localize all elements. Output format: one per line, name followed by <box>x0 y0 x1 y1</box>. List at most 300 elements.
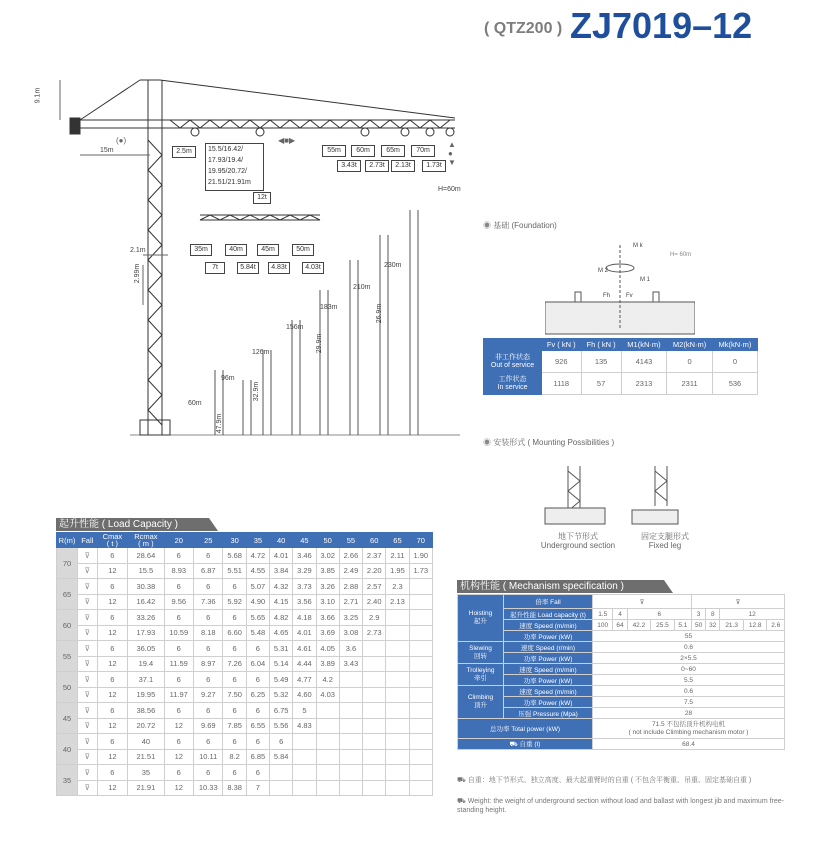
table-row <box>57 625 433 641</box>
mech-cell: 68.4 <box>593 739 785 750</box>
lc-cell: 5.49 <box>270 672 293 688</box>
lc-cell: 2.40 <box>363 594 386 610</box>
foundation-cell: 926 <box>542 351 582 373</box>
lc-cell <box>363 656 386 672</box>
fall-hook-icon: ⊽ <box>78 548 98 564</box>
lc-cell <box>386 625 409 641</box>
model-title: ZJ7019–12 <box>570 5 753 46</box>
slewing-label: Slewing 回转 <box>458 642 504 664</box>
lc-cell: 4.01 <box>270 548 293 564</box>
lc-cell: 12 <box>97 563 128 579</box>
fall-6-icon: ⊽ <box>593 595 692 609</box>
lc-cell: 3.02 <box>316 548 339 564</box>
slew-speed-label: 速度 Speed (r/min) <box>504 642 593 653</box>
foundation-head-5: Mk(kN·m) <box>712 339 757 351</box>
lc-cell: 6 <box>164 548 193 564</box>
fall-hook-icon: ⊽ <box>78 765 98 781</box>
lc-cell: 5.65 <box>246 610 269 626</box>
lc-cell: 3.66 <box>316 610 339 626</box>
lc-head-cell: 45 <box>293 533 316 548</box>
crane-height-label: 9.1m <box>34 87 42 104</box>
lc-cell: 4.90 <box>246 594 269 610</box>
lc-head-cell: 50 <box>316 533 339 548</box>
lc-head-cell: 35 <box>246 533 269 548</box>
lc-cell: 3.10 <box>316 594 339 610</box>
lc-cell: 6 <box>194 765 223 781</box>
lc-cell <box>386 672 409 688</box>
foundation-cell: 57 <box>581 373 621 395</box>
hoist-power-label: 功率 Power (kW) <box>504 631 593 642</box>
radius-box-55: 55m <box>322 145 346 157</box>
lc-cell: 6 <box>194 703 223 719</box>
table-row <box>57 610 433 626</box>
lc-cell <box>409 687 432 703</box>
small-load-50: 4.03t <box>302 262 324 274</box>
lc-cell: 2.11 <box>386 548 409 564</box>
lc-cell: 4.18 <box>293 610 316 626</box>
lc-cell: 6 <box>194 610 223 626</box>
table-row <box>57 641 433 657</box>
lc-cell <box>386 780 409 796</box>
note-en: ⛟ Weight: the weight of underground section without load and ballast with longest jib and maximum free-standing height. <box>457 798 784 814</box>
lc-cell <box>363 641 386 657</box>
small-jib-45: 45m <box>257 244 279 256</box>
lc-cell <box>409 641 432 657</box>
lc-cell <box>270 780 293 796</box>
mech-cell: 12.8 <box>743 620 767 631</box>
in-service-label: 工作状态 In service <box>484 373 542 395</box>
lc-cell: 6 <box>164 765 193 781</box>
lc-cell: 12 <box>97 718 128 734</box>
fall-hook-icon: ⊽ <box>78 656 98 672</box>
table-row <box>57 734 433 750</box>
lc-cell <box>386 610 409 626</box>
lc-cell: 2.66 <box>339 548 362 564</box>
lc-cell: 4.55 <box>246 563 269 579</box>
lc-cell: 3.6 <box>339 641 362 657</box>
lc-cell: 5.32 <box>270 687 293 703</box>
lc-cell: 2.49 <box>339 563 362 579</box>
lc-cell <box>293 780 316 796</box>
lc-cell <box>339 734 362 750</box>
lc-cell: 6 <box>97 641 128 657</box>
lc-cell: 6 <box>97 610 128 626</box>
mech-cell: 0.6 <box>593 642 785 653</box>
lc-cell: 5.51 <box>223 563 246 579</box>
load-list-box: 15.5/16.42/ 17.93/19.4/ 19.95/20.72/ 21.51/21.91m <box>205 143 264 191</box>
lc-cell: 8.18 <box>194 625 223 641</box>
lc-cell: 7.26 <box>223 656 246 672</box>
trolley-icon: (●) <box>116 136 127 145</box>
lc-cell: 6 <box>97 765 128 781</box>
underground-caption: 地下节形式 Underground section <box>540 532 616 550</box>
lc-cell: 4.05 <box>316 641 339 657</box>
lc-cell: 4.61 <box>293 641 316 657</box>
lc-cell: 12 <box>97 749 128 765</box>
fall-hook-icon: ⊽ <box>78 641 98 657</box>
lc-cell <box>409 625 432 641</box>
lc-cell: 30.38 <box>128 579 164 595</box>
lc-cell <box>386 687 409 703</box>
hoisting-label: Hoisting 起升 <box>458 595 504 642</box>
mech-cell: 28 <box>593 708 785 719</box>
mech-cell: 12 <box>720 609 785 620</box>
lc-cell: 4.01 <box>293 625 316 641</box>
lc-cell: 20.72 <box>128 718 164 734</box>
lc-cell: 11.59 <box>164 656 193 672</box>
lc-cell: 7.50 <box>223 687 246 703</box>
lc-cell: 16.42 <box>128 594 164 610</box>
mk-label: M k <box>633 243 643 249</box>
lc-cell: 40 <box>128 734 164 750</box>
lc-cell: 38.56 <box>128 703 164 719</box>
foundation-table <box>483 338 758 395</box>
lc-head-cell: 30 <box>223 533 246 548</box>
section-47-label: 47.9m <box>216 413 224 434</box>
climb-pressure-label: 压强 Pressure (Mpa) <box>504 708 593 719</box>
lc-head-cell: 55 <box>339 533 362 548</box>
lc-head-cell: Cmax ( t ) <box>97 533 128 548</box>
mech-cell: 32 <box>706 620 720 631</box>
lc-cell <box>339 718 362 734</box>
lc-cell: 6.04 <box>246 656 269 672</box>
lc-cell: 6 <box>223 703 246 719</box>
lc-cell <box>339 765 362 781</box>
lc-cell: 5 <box>293 703 316 719</box>
lc-cell: 6 <box>194 672 223 688</box>
lc-cell <box>386 703 409 719</box>
lc-cell: 3.89 <box>316 656 339 672</box>
radius-load-65: 2.13t <box>391 160 415 172</box>
lc-cell: 15.5 <box>128 563 164 579</box>
small-jib-40: 40m <box>225 244 247 256</box>
lc-cell: 2.20 <box>363 563 386 579</box>
lc-cell: 4.03 <box>316 687 339 703</box>
lc-cell: 8.97 <box>194 656 223 672</box>
lc-cell: 9.69 <box>194 718 223 734</box>
lc-cell <box>386 749 409 765</box>
load-cap-label: 起升性能 Load capacity (t) <box>504 609 593 620</box>
foundation-cell: 0 <box>667 351 713 373</box>
trolleying-label: Trolleying 牵引 <box>458 664 504 686</box>
lc-cell: 36.05 <box>128 641 164 657</box>
self-weight-label: ⛟ 自重 (t) <box>458 739 593 750</box>
lc-cell: 6 <box>164 610 193 626</box>
lc-cell <box>339 703 362 719</box>
lc-cell: 6 <box>164 579 193 595</box>
lc-cell: 1.90 <box>409 548 432 564</box>
lc-cell <box>386 718 409 734</box>
lc-cell: 12 <box>97 625 128 641</box>
fall-label: 倍率 Fall <box>504 595 593 609</box>
radius-load-55: 3.43t <box>337 160 361 172</box>
fall-hook-icon: ⊽ <box>78 780 98 796</box>
lc-cell: 5.31 <box>270 641 293 657</box>
lc-cell: 6 <box>246 765 269 781</box>
lc-cell <box>409 780 432 796</box>
lc-head-cell: Rcmax ( m ) <box>128 533 164 548</box>
lc-cell <box>409 579 432 595</box>
trol-power-label: 功率 Power (kW) <box>504 675 593 686</box>
table-row <box>57 548 433 564</box>
fh-label: Fh <box>603 293 611 299</box>
mech-cell: 50 <box>692 620 706 631</box>
lc-cell: 6.87 <box>194 563 223 579</box>
lc-cell: 6 <box>97 548 128 564</box>
foundation-label: ◉ 基础 (Foundation) <box>483 221 557 230</box>
lc-cell: 6 <box>270 734 293 750</box>
lc-cell: 4.15 <box>270 594 293 610</box>
table-row <box>57 765 433 781</box>
table-row <box>57 656 433 672</box>
lc-cell: 4.2 <box>316 672 339 688</box>
hoist-speed-label: 速度 Speed (m/min) <box>504 620 593 631</box>
lc-cell <box>293 734 316 750</box>
table-row <box>57 672 433 688</box>
lc-cell: 3.43 <box>339 656 362 672</box>
lc-cell: 6 <box>223 579 246 595</box>
fv-label: Fv <box>626 293 633 299</box>
lc-cell <box>409 594 432 610</box>
lc-cell: 19.4 <box>128 656 164 672</box>
lc-cell: 6 <box>246 734 269 750</box>
mech-cell: 21.3 <box>720 620 744 631</box>
weight-icon: ⛟ <box>457 798 468 805</box>
radius-cell: 35 <box>57 765 78 796</box>
mech-cell: 3 <box>692 609 706 620</box>
lc-cell: 6 <box>246 672 269 688</box>
lc-cell <box>409 703 432 719</box>
mech-cell: 55 <box>593 631 785 642</box>
lc-cell: 21.51 <box>128 749 164 765</box>
table-row <box>57 703 433 719</box>
mech-cell: 2.6 <box>767 620 785 631</box>
foundation-head-4: M2(kN·m) <box>667 339 713 351</box>
lc-cell: 12 <box>97 656 128 672</box>
lc-cell: 4.82 <box>270 610 293 626</box>
mech-cell: 1.5 <box>593 609 613 620</box>
lc-cell: 6.75 <box>270 703 293 719</box>
lc-cell: 10.11 <box>194 749 223 765</box>
lc-cell: 6 <box>246 641 269 657</box>
tip-load-box: 2.5m <box>172 146 196 158</box>
note-cn: ⛟ 自重：地下节形式、独立高度、最大起重臂时的自重 ( 不包含平衡重、吊重、固定基础自重 ) <box>457 777 752 784</box>
load-capacity-header: 起升性能 ( Load Capacity ) <box>56 518 209 531</box>
lc-cell: 37.1 <box>128 672 164 688</box>
lc-cell: 3.85 <box>316 563 339 579</box>
weight-icon: ⛟ <box>457 777 468 784</box>
lc-cell <box>363 672 386 688</box>
lc-cell: 10.59 <box>164 625 193 641</box>
radius-load-60: 2.73t <box>365 160 389 172</box>
mounting-diagram <box>540 466 680 530</box>
radius-load-70: 1.73t <box>422 160 446 172</box>
lc-cell: 6 <box>223 734 246 750</box>
radius-cell: 70 <box>57 548 78 579</box>
height-96: 96m <box>221 375 235 382</box>
lc-cell <box>293 765 316 781</box>
radius-box-65: 65m <box>381 145 405 157</box>
fall-hook-icon: ⊽ <box>78 687 98 703</box>
lc-cell: 7.85 <box>223 718 246 734</box>
table-row <box>57 563 433 579</box>
foundation-head-2: Fh ( kN ) <box>581 339 621 351</box>
mech-cell: 0~60 <box>593 664 785 675</box>
lc-cell <box>363 749 386 765</box>
lc-cell: 2.88 <box>339 579 362 595</box>
lc-cell: 6 <box>97 703 128 719</box>
mechanism-table <box>457 594 785 750</box>
section-26-label: 26.9m <box>376 303 384 324</box>
lc-cell: 1.73 <box>409 563 432 579</box>
climb-power-label: 功率 Power (kW) <box>504 697 593 708</box>
table-row <box>57 749 433 765</box>
lc-cell <box>363 765 386 781</box>
lc-cell: 3.73 <box>293 579 316 595</box>
h60-note: H= 60m <box>670 252 692 258</box>
slew-power-label: 功率 Power (kW) <box>504 653 593 664</box>
mast-width-label: 2.1m <box>130 247 146 254</box>
lc-cell: 4.83 <box>293 718 316 734</box>
lc-cell: 9.27 <box>194 687 223 703</box>
mech-cell: 0.6 <box>593 686 785 697</box>
lc-cell: 7.36 <box>194 594 223 610</box>
lc-cell: 4.65 <box>270 625 293 641</box>
lc-cell: 6 <box>164 641 193 657</box>
mech-cell: 6 <box>627 609 691 620</box>
lc-cell <box>363 734 386 750</box>
fall-12-icon: ⊽ <box>692 595 785 609</box>
fall-hook-icon: ⊽ <box>78 672 98 688</box>
lc-head-cell: 20 <box>164 533 193 548</box>
lc-head-cell: Fall <box>78 533 98 548</box>
lc-cell: 17.93 <box>128 625 164 641</box>
lc-cell: 21.91 <box>128 780 164 796</box>
small-load-35: 7t <box>205 262 225 274</box>
lc-cell: 5.92 <box>223 594 246 610</box>
foundation-cell: 536 <box>712 373 757 395</box>
lc-cell: 6.60 <box>223 625 246 641</box>
climb-arrows-icon: ▲ ● ▼ <box>448 140 456 167</box>
lc-cell: 3.46 <box>293 548 316 564</box>
lc-cell: 6 <box>97 734 128 750</box>
lc-cell: 6 <box>223 765 246 781</box>
lc-cell: 6 <box>194 641 223 657</box>
m1-label: M 1 <box>640 277 651 283</box>
mech-cell: 100 <box>593 620 613 631</box>
small-load-40: 5.84t <box>237 262 259 274</box>
small-load-45: 4.83t <box>268 262 290 274</box>
lc-cell: 2.73 <box>363 625 386 641</box>
height-156: 156m <box>286 324 304 331</box>
m2-label: M 2 <box>598 268 609 274</box>
height-126: 126m <box>252 349 270 356</box>
lc-cell: 12 <box>164 749 193 765</box>
lc-cell: 3.25 <box>339 610 362 626</box>
fall-hook-icon: ⊽ <box>78 718 98 734</box>
table-row <box>57 579 433 595</box>
fall-hook-icon: ⊽ <box>78 625 98 641</box>
section-32-label: 32.9m <box>253 381 261 402</box>
lc-cell: 6 <box>164 703 193 719</box>
lc-cell: 9.56 <box>164 594 193 610</box>
mounting-label: ◉ 安装形式 ( Mounting Possibilities ) <box>483 438 615 447</box>
lc-cell <box>409 610 432 626</box>
crane-drawing <box>20 60 460 460</box>
lc-cell: 6 <box>223 672 246 688</box>
lc-cell: 28.64 <box>128 548 164 564</box>
mast-section-label: 2.99m <box>134 263 142 284</box>
lc-cell: 3.08 <box>339 625 362 641</box>
fall-hook-icon: ⊽ <box>78 610 98 626</box>
lc-cell: 3.56 <box>293 594 316 610</box>
lc-head-cell: 70 <box>409 533 432 548</box>
load-capacity-table <box>56 532 433 796</box>
lc-cell <box>409 718 432 734</box>
mech-cell: 64 <box>613 620 627 631</box>
lc-cell: 12 <box>97 594 128 610</box>
mech-cell: 8 <box>706 609 720 620</box>
lc-cell: 6.55 <box>246 718 269 734</box>
lc-cell <box>386 656 409 672</box>
lc-cell: 2.13 <box>386 594 409 610</box>
radius-cell: 55 <box>57 641 78 672</box>
lc-cell: 6.25 <box>246 687 269 703</box>
lc-cell: 5.07 <box>246 579 269 595</box>
lc-head-cell: 60 <box>363 533 386 548</box>
lc-cell: 3.84 <box>270 563 293 579</box>
trolley-load-12t: 12t <box>253 192 271 204</box>
radius-cell: 60 <box>57 610 78 641</box>
lc-cell: 3.26 <box>316 579 339 595</box>
lc-cell: 10.33 <box>194 780 223 796</box>
foundation-cell: 1118 <box>542 373 582 395</box>
lc-cell <box>363 687 386 703</box>
height-210: 210m <box>353 284 371 291</box>
fall-hook-icon: ⊽ <box>78 563 98 579</box>
weight-icon: ⛟ <box>509 741 520 748</box>
lc-cell <box>316 703 339 719</box>
foundation-cell: 4143 <box>621 351 667 373</box>
lc-cell: 2.57 <box>363 579 386 595</box>
lc-cell: 6 <box>164 734 193 750</box>
radius-cell: 50 <box>57 672 78 703</box>
total-power-label: 总功率 Total power (kW) <box>458 719 593 739</box>
lc-cell <box>316 780 339 796</box>
lc-cell: 4.44 <box>293 656 316 672</box>
section-29-label: 29.9m <box>316 333 324 354</box>
foundation-cell: 2313 <box>621 373 667 395</box>
lc-cell: 5.14 <box>270 656 293 672</box>
out-of-service-label: 非工作状态 Out of service <box>484 351 542 373</box>
lc-head-cell: R(m) <box>57 533 78 548</box>
lc-cell: 8.38 <box>223 780 246 796</box>
table-row <box>57 687 433 703</box>
lc-cell: 5.68 <box>223 548 246 564</box>
lc-cell: 12 <box>164 780 193 796</box>
fall-hook-icon: ⊽ <box>78 749 98 765</box>
foundation-head-1: Fv ( kN ) <box>542 339 582 351</box>
lc-cell: 8.93 <box>164 563 193 579</box>
mech-cell: 7.5 <box>593 697 785 708</box>
foundation-cell: 0 <box>712 351 757 373</box>
lc-head-cell: 40 <box>270 533 293 548</box>
lc-cell <box>363 703 386 719</box>
lc-cell: 6 <box>97 672 128 688</box>
lc-cell <box>363 718 386 734</box>
lc-cell: 3.29 <box>293 563 316 579</box>
lc-cell: 5.84 <box>270 749 293 765</box>
